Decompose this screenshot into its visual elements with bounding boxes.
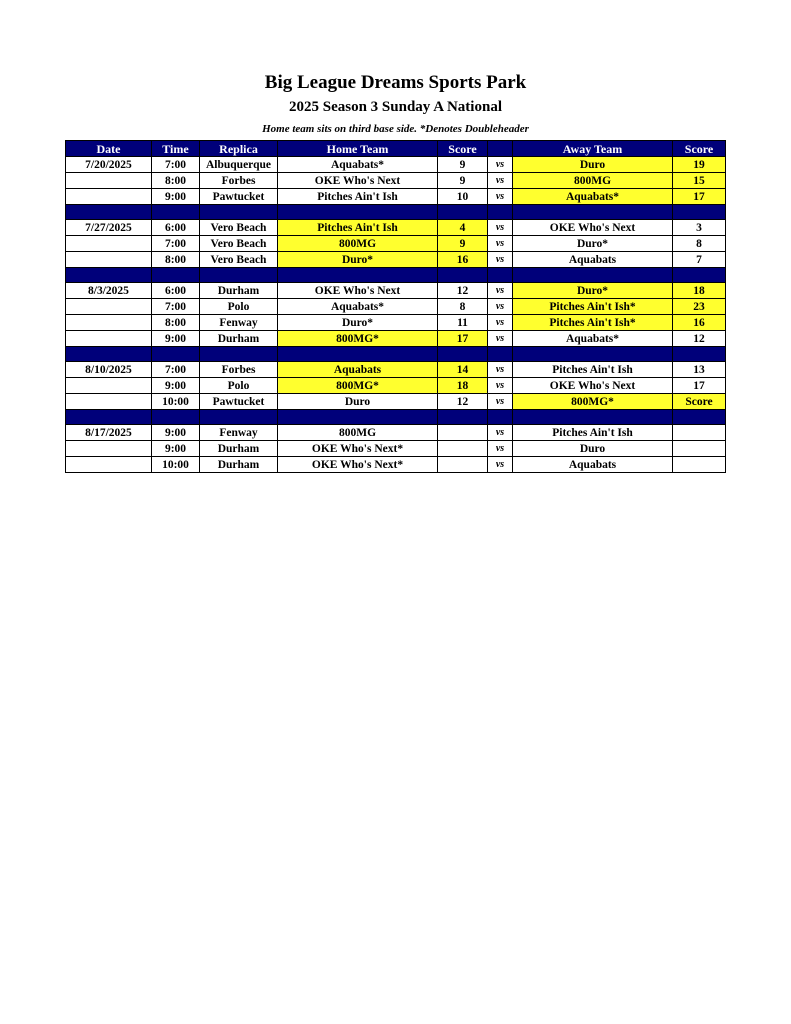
time-cell: 7:00 (152, 299, 200, 315)
away-team-cell: Duro (513, 441, 673, 457)
vs-cell: vs (488, 425, 513, 441)
game-row (66, 331, 726, 347)
home-team-cell: 800MG (278, 236, 438, 252)
separator-cell (488, 268, 513, 283)
date-cell: 7/20/2025 (66, 157, 152, 173)
away-team-cell: Pitches Ain't Ish (513, 362, 673, 378)
away-score-cell: 16 (673, 315, 726, 331)
home-team-cell: Pitches Ain't Ish (278, 220, 438, 236)
away-score-cell (673, 425, 726, 441)
header-home-team: Home Team (278, 141, 438, 157)
home-score-cell: 12 (438, 283, 488, 299)
vs-cell: vs (488, 252, 513, 268)
home-score-cell: 8 (438, 299, 488, 315)
replica-cell: Vero Beach (200, 252, 278, 268)
date-cell (66, 173, 152, 189)
away-team-cell: Aquabats* (513, 331, 673, 347)
away-team-cell: OKE Who's Next (513, 220, 673, 236)
date-cell (66, 189, 152, 205)
separator-cell (513, 347, 673, 362)
separator-cell (438, 347, 488, 362)
home-score-cell: 10 (438, 189, 488, 205)
time-cell: 9:00 (152, 331, 200, 347)
vs-cell: vs (488, 331, 513, 347)
separator-cell (438, 205, 488, 220)
replica-cell: Forbes (200, 362, 278, 378)
schedule-body (66, 157, 726, 473)
week-separator-row (66, 410, 726, 425)
away-score-cell (673, 457, 726, 473)
time-cell: 9:00 (152, 441, 200, 457)
date-cell (66, 299, 152, 315)
home-team-cell: OKE Who's Next (278, 283, 438, 299)
date-cell (66, 331, 152, 347)
time-cell: 7:00 (152, 236, 200, 252)
replica-cell: Polo (200, 378, 278, 394)
separator-cell (488, 347, 513, 362)
separator-cell (673, 205, 726, 220)
vs-cell: vs (488, 173, 513, 189)
away-score-cell: 19 (673, 157, 726, 173)
away-score-cell: 18 (673, 283, 726, 299)
game-row (66, 315, 726, 331)
vs-cell: vs (488, 283, 513, 299)
separator-cell (278, 205, 438, 220)
away-team-cell: Pitches Ain't Ish (513, 425, 673, 441)
home-team-cell: 800MG* (278, 378, 438, 394)
away-score-cell: 15 (673, 173, 726, 189)
separator-cell (66, 347, 152, 362)
time-cell: 7:00 (152, 157, 200, 173)
home-score-cell: 9 (438, 236, 488, 252)
replica-cell: Pawtucket (200, 189, 278, 205)
page-subtitle: 2025 Season 3 Sunday A National (289, 99, 502, 115)
replica-cell: Vero Beach (200, 236, 278, 252)
home-score-cell: 9 (438, 157, 488, 173)
replica-cell: Albuquerque (200, 157, 278, 173)
vs-cell: vs (488, 189, 513, 205)
replica-cell: Durham (200, 457, 278, 473)
header-home-score: Score (438, 141, 488, 157)
home-score-cell: 4 (438, 220, 488, 236)
home-score-cell: 16 (438, 252, 488, 268)
away-score-cell: Score (673, 394, 726, 410)
away-score-cell (673, 441, 726, 457)
separator-cell (66, 205, 152, 220)
time-cell: 6:00 (152, 220, 200, 236)
time-cell: 7:00 (152, 362, 200, 378)
date-cell: 8/3/2025 (66, 283, 152, 299)
header-row (66, 141, 726, 157)
replica-cell: Durham (200, 441, 278, 457)
home-team-cell: 800MG* (278, 331, 438, 347)
header-away-team: Away Team (513, 141, 673, 157)
vs-cell: vs (488, 315, 513, 331)
away-score-cell: 3 (673, 220, 726, 236)
home-team-cell: Pitches Ain't Ish (278, 189, 438, 205)
replica-cell: Vero Beach (200, 220, 278, 236)
time-cell: 9:00 (152, 378, 200, 394)
date-cell: 8/10/2025 (66, 362, 152, 378)
vs-cell: vs (488, 394, 513, 410)
home-score-cell: 14 (438, 362, 488, 378)
header-replica: Replica (200, 141, 278, 157)
vs-cell: vs (488, 220, 513, 236)
away-team-cell: Aquabats* (513, 189, 673, 205)
away-score-cell: 7 (673, 252, 726, 268)
replica-cell: Polo (200, 299, 278, 315)
away-score-cell: 12 (673, 331, 726, 347)
away-score-cell: 17 (673, 378, 726, 394)
week-separator-row (66, 205, 726, 220)
away-score-cell: 8 (673, 236, 726, 252)
header-date: Date (66, 141, 152, 157)
date-cell (66, 315, 152, 331)
home-team-cell: Duro (278, 394, 438, 410)
home-score-cell (438, 457, 488, 473)
separator-cell (152, 347, 200, 362)
home-score-cell: 9 (438, 173, 488, 189)
time-cell: 9:00 (152, 189, 200, 205)
away-team-cell: Aquabats (513, 457, 673, 473)
replica-cell: Fenway (200, 315, 278, 331)
home-score-cell: 17 (438, 331, 488, 347)
replica-cell: Fenway (200, 425, 278, 441)
away-team-cell: Aquabats (513, 252, 673, 268)
home-score-cell: 11 (438, 315, 488, 331)
game-row (66, 252, 726, 268)
game-row (66, 283, 726, 299)
away-score-cell: 17 (673, 189, 726, 205)
date-cell (66, 252, 152, 268)
replica-cell: Forbes (200, 173, 278, 189)
separator-cell (200, 410, 278, 425)
vs-cell: vs (488, 299, 513, 315)
home-team-cell: OKE Who's Next (278, 173, 438, 189)
time-cell: 6:00 (152, 283, 200, 299)
separator-cell (513, 410, 673, 425)
home-score-cell (438, 441, 488, 457)
home-team-cell: Aquabats* (278, 157, 438, 173)
away-score-cell: 23 (673, 299, 726, 315)
date-cell: 7/27/2025 (66, 220, 152, 236)
game-row (66, 441, 726, 457)
week-separator-row (66, 268, 726, 283)
home-team-cell: Aquabats* (278, 299, 438, 315)
vs-cell: vs (488, 457, 513, 473)
replica-cell: Pawtucket (200, 394, 278, 410)
time-cell: 8:00 (152, 315, 200, 331)
separator-cell (200, 205, 278, 220)
game-row (66, 189, 726, 205)
separator-cell (278, 410, 438, 425)
week-separator-row (66, 347, 726, 362)
home-team-cell: Duro* (278, 315, 438, 331)
game-row (66, 236, 726, 252)
separator-cell (66, 268, 152, 283)
schedule-note: Home team sits on third base side. *Denotes Doubleheader (262, 123, 529, 135)
game-row (66, 425, 726, 441)
separator-cell (200, 268, 278, 283)
home-score-cell: 18 (438, 378, 488, 394)
separator-cell (200, 347, 278, 362)
game-row (66, 457, 726, 473)
vs-cell: vs (488, 362, 513, 378)
replica-cell: Durham (200, 283, 278, 299)
separator-cell (488, 205, 513, 220)
game-row (66, 299, 726, 315)
date-cell (66, 394, 152, 410)
separator-cell (513, 268, 673, 283)
date-cell: 8/17/2025 (66, 425, 152, 441)
separator-cell (278, 347, 438, 362)
away-score-cell: 13 (673, 362, 726, 378)
separator-cell (673, 268, 726, 283)
home-score-cell (438, 425, 488, 441)
separator-cell (438, 410, 488, 425)
home-team-cell: Aquabats (278, 362, 438, 378)
away-team-cell: Pitches Ain't Ish* (513, 299, 673, 315)
time-cell: 8:00 (152, 252, 200, 268)
home-team-cell: OKE Who's Next* (278, 441, 438, 457)
time-cell: 10:00 (152, 457, 200, 473)
vs-cell: vs (488, 157, 513, 173)
game-row (66, 173, 726, 189)
time-cell: 10:00 (152, 394, 200, 410)
header-time: Time (152, 141, 200, 157)
game-row (66, 378, 726, 394)
game-row (66, 220, 726, 236)
date-cell (66, 378, 152, 394)
separator-cell (673, 347, 726, 362)
date-cell (66, 457, 152, 473)
game-row (66, 362, 726, 378)
separator-cell (488, 410, 513, 425)
away-team-cell: Duro* (513, 236, 673, 252)
away-team-cell: Pitches Ain't Ish* (513, 315, 673, 331)
replica-cell: Durham (200, 331, 278, 347)
away-team-cell: OKE Who's Next (513, 378, 673, 394)
vs-cell: vs (488, 378, 513, 394)
date-cell (66, 441, 152, 457)
page-title: Big League Dreams Sports Park (264, 72, 527, 93)
vs-cell: vs (488, 441, 513, 457)
game-row (66, 394, 726, 410)
away-team-cell: 800MG* (513, 394, 673, 410)
separator-cell (152, 410, 200, 425)
separator-cell (152, 268, 200, 283)
separator-cell (66, 410, 152, 425)
home-team-cell: 800MG (278, 425, 438, 441)
home-team-cell: OKE Who's Next* (278, 457, 438, 473)
away-team-cell: 800MG (513, 173, 673, 189)
game-row (66, 157, 726, 173)
header-away-score: Score (673, 141, 726, 157)
home-team-cell: Duro* (278, 252, 438, 268)
time-cell: 9:00 (152, 425, 200, 441)
home-score-cell: 12 (438, 394, 488, 410)
away-team-cell: Duro (513, 157, 673, 173)
schedule-table (65, 140, 726, 473)
separator-cell (673, 410, 726, 425)
vs-cell: vs (488, 236, 513, 252)
separator-cell (513, 205, 673, 220)
time-cell: 8:00 (152, 173, 200, 189)
separator-cell (278, 268, 438, 283)
header-vs (488, 141, 513, 157)
away-team-cell: Duro* (513, 283, 673, 299)
date-cell (66, 236, 152, 252)
separator-cell (152, 205, 200, 220)
separator-cell (438, 268, 488, 283)
